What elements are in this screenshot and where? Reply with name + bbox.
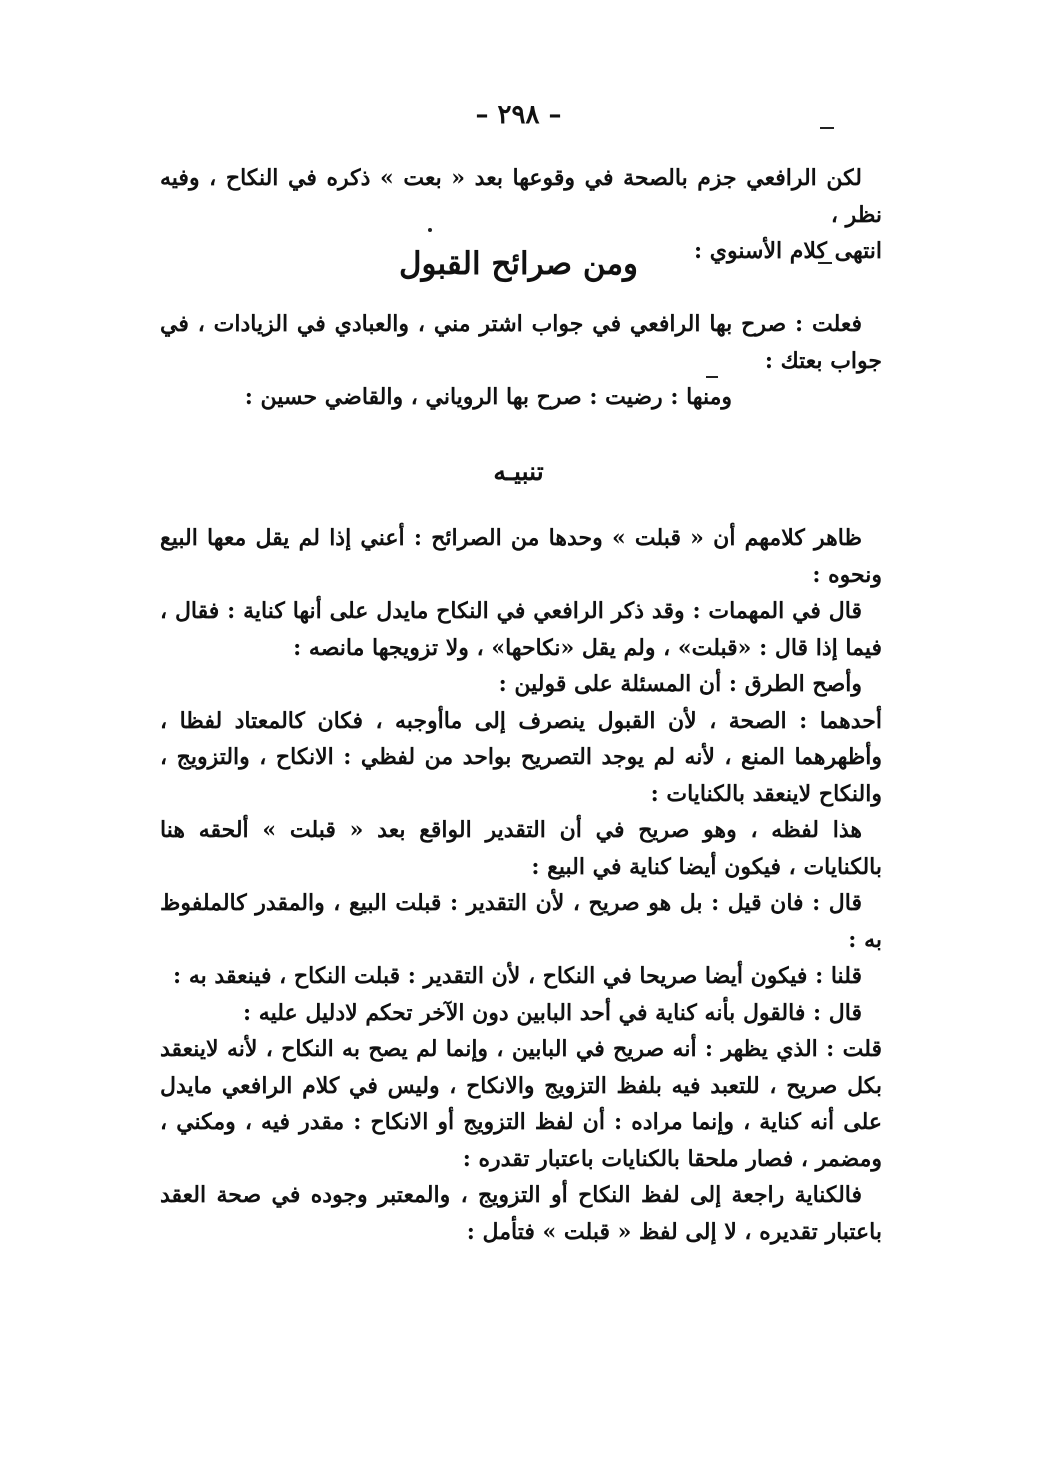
section-2-body bbox=[160, 520, 882, 1250]
section-1-body bbox=[160, 306, 882, 416]
text-line: انتهى كلام الأسنوي : bbox=[694, 238, 882, 264]
paragraph: ومنها : رضيت : صرح بها الروياني ، والقاضي حسين : bbox=[244, 384, 732, 410]
text-line: لكن الرافعي جزم بالصحة في وقوعها بعد « بعت » ذكره في النكاح ، وفيه نظر ، bbox=[160, 165, 882, 228]
paragraph: وأصح الطرق : أن المسئلة على قولين : bbox=[498, 671, 862, 697]
paragraph: قلنا : فيكون أيضا صريحا في النكاح ، لأن التقدير : قبلت النكاح ، فينعقد به : bbox=[173, 963, 862, 989]
subheading: تنبيـه bbox=[493, 457, 544, 486]
paragraph: قال : فالقول بأنه كناية في أحد البابين دون الآخر تحكم لادليل عليه : bbox=[243, 999, 862, 1026]
paragraph: ظاهر كلامهم أن « قبلت » وحدها من الصرائح : أعني إذا لم يقل معها البيع ونحوه : bbox=[160, 525, 882, 588]
paragraph: قلت : الذي يظهر : أنه صريح في البابين ، وإنما لم يصح به النكاح ، لأنه لاينعقد بكل صريح ، للتعبد فيه بلفظ التزويج والانكاح ، وليس في كلام الرافعي مايدل على أنه كناية ، وإنما مراده : أن لفظ التزويج أو الانكاح : مقدر فيه ، ومكني ، ومضمر ، فصار ملحقا بالكنايات باعتبار تقدره : bbox=[160, 1036, 882, 1172]
paragraph: هذا لفظه ، وهو صريح في أن التقدير الواقع بعد « قبلت » ألحقه هنا بالكنايات ، فيكون أيضا كناية في البيع : bbox=[160, 817, 882, 880]
paragraph: أحدهما : الصحة ، لأن القبول ينصرف إلى ماأوجبه ، فكان كالمعتاد لفظا ، وأظهرهما المنع ، لأنه لم يوجد التصريح بواحد من لفظي : الانكاح ، والتزويج ، والنكاح لاينعقد بالكنايات : bbox=[160, 707, 882, 807]
paragraph: قال في المهمات : وقد ذكر الرافعي في النكاح مايدل على أنها كناية : فقال ، فيما إذا قال : «قبلت» ، ولم يقل «نكاحها» ، ولا تزويجها مانصه : bbox=[160, 598, 882, 661]
page-number: – ٢٩٨ – bbox=[475, 100, 562, 130]
paragraph: فالكناية راجعة إلى لفظ النكاح أو التزويج ، والمعتبر وجوده في صحة العقد باعتبار تقديره ، لا إلى لفظ « قبلت » فتأمل : bbox=[160, 1182, 882, 1245]
paragraph: فعلت : صرح بها الرافعي في جواب اشتر مني ، والعبادي في الزيادات ، في جواب بعتك : bbox=[160, 311, 882, 374]
paragraph: قال : فان قيل : بل هو صريح ، لأن التقدير : قبلت البيع ، والمقدر كالملفوظ به : bbox=[160, 890, 882, 953]
section-heading: ومن صرائح القبول bbox=[398, 246, 639, 282]
margin-mark bbox=[820, 127, 834, 129]
